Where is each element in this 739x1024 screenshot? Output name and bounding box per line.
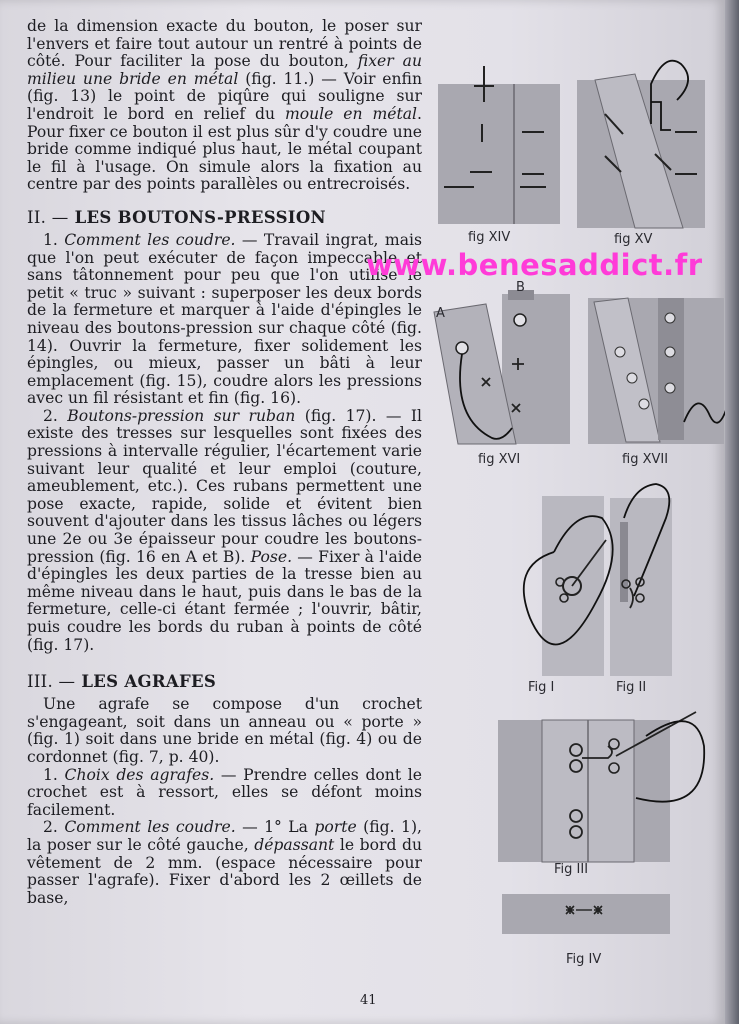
figure-xvi-caption: fig XVI: [478, 452, 521, 467]
paragraph-choix-agrafes: 1. Choix des agrafes. — Prendre celles dont le crochet est à ressort, elles se défont moins facilement.: [27, 765, 422, 819]
paragraph-comment-coudre-agrafes: 2. Comment les coudre. — 1° La porte (fig. 1), la poser sur le côté gauche, dépassant le bord du vêtement de 2 mm. (espace nécessaire pour passer l'agrafe). Fixer d'abord les 2 œillets de base,: [27, 818, 423, 907]
paragraph-comment-les-coudre: 1. Comment les coudre. — Travail ingrat, mais que l'on peut exécuter de façon impeccable et sans tâtonnement pour peu que l'on utilise le petit « truc » suivant : superposer les deux bords de la fermeture et marquer à l'aide d'épingles le niveau des boutons-pression sur chaque côté (fig. 14). Ouvrir la fermeture, fixer solidement les épingles, ou mieux, passer un bâti à leur emplacement (fig. 15), coudre alors les pressions avec un fil résistant et fin (fig. 16).: [27, 230, 422, 408]
figure-xvi-illustration: [432, 288, 574, 448]
figure-iv-caption: Fig IV: [566, 952, 602, 967]
paragraph-boutons-sur-ruban: 2. Boutons-pression sur ruban (fig. 17). — Il existe des tresses sur lesquelles sont fixées des pressions à intervalle régulier, l'écartement varie suivant leur qualité et leur emploi (couture, ameublement, etc.). Ces rubans permettent une pose exacte, rapide, solide et évitent bien souvent d'ajouter dans les tissus lâches ou légers une 2e ou 3e épaisseur pour coudre les boutons-pression (fig. 16 en A et B). Pose. — Fixer à l'aide d'épingles les deux parties de la tresse bien au même niveau dans le haut, puis dans le bas de la fermeture, celle-ci étant fermée ; l'ouvrir, bâtir, puis coudre les bords du ruban à points de côté (fig. 17).: [27, 406, 423, 654]
figure-xvi-label-a: A: [436, 306, 445, 321]
figure-ii-caption: Fig II: [616, 680, 647, 695]
figure-xiv-caption: fig XIV: [468, 230, 511, 245]
figure-iii-caption: Fig III: [554, 862, 589, 877]
page-edge: [725, 0, 739, 1024]
section-heading-agrafes: III. — LES AGRAFES: [27, 672, 217, 692]
section-heading-boutons-pression: II. — LES BOUTONS-PRESSION: [27, 207, 326, 227]
figure-xv-illustration: [565, 44, 715, 234]
text-column: [27, 18, 422, 907]
figure-i-ii-illustration: [516, 478, 692, 676]
figure-i-caption: Fig I: [528, 680, 555, 695]
watermark-url: www.benesaddict.fr: [366, 248, 703, 282]
figure-iv-illustration: [500, 890, 672, 938]
intro-paragraph: de la dimension exacte du bouton, le poser sur l'envers et faire tout autour un rentré à points de côté. Pour faciliter la pose du bouton, fixer au milieu une bride en métal (fig. 11.) — Voir enfin (fig. 13) le point de piqûre qui souligne sur l'endroit le bord en relief du moule en métal. Pour fixer ce bouton il est plus sûr d'y coudre une bride comme indiqué plus haut, le métal coupant le fil à l'usage. On simule alors la fixation au centre par des points parallèles ou entrecroisés.: [27, 17, 422, 194]
figure-xv-caption: fig XV: [614, 232, 653, 247]
figure-xiv-illustration: [434, 62, 564, 232]
figure-xvii-illustration: [586, 292, 728, 448]
page-number: 41: [360, 993, 377, 1008]
figure-xvii-caption: fig XVII: [622, 452, 669, 467]
paragraph-agrafe-definition: Une agrafe se compose d'un crochet s'engageant, soit dans un anneau ou « porte » (fig. 1) soit dans une bride en métal (fig. 4) ou de cordonnet (fig. 7, p. 40).: [27, 695, 422, 766]
figure-iii-illustration: [496, 706, 712, 866]
figure-xvi-label-b: B: [516, 280, 525, 295]
